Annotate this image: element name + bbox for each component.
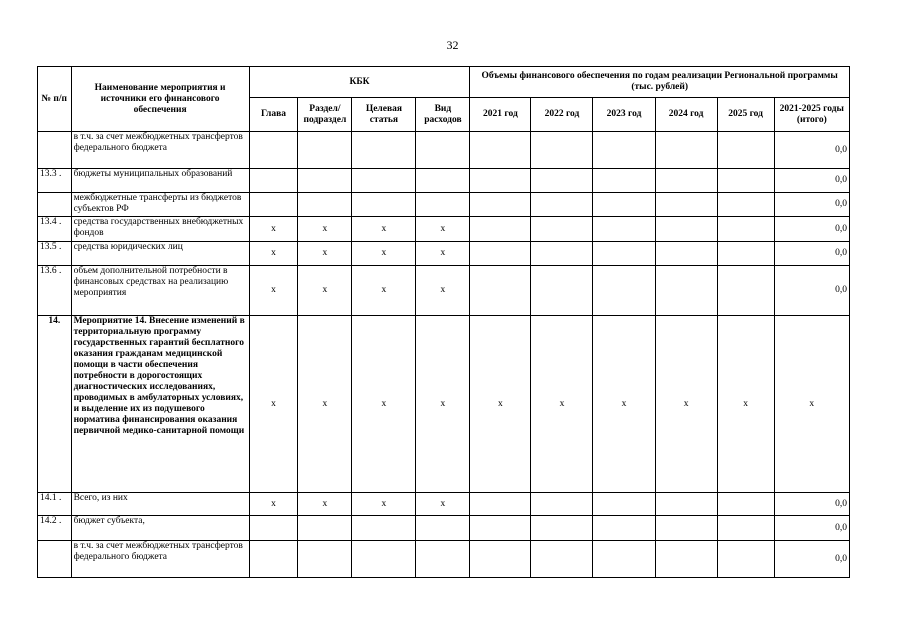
kbk-cell: x: [416, 266, 470, 316]
row-name: Всего, из них: [71, 493, 249, 516]
table-row: [38, 266, 850, 316]
row-number: [38, 541, 72, 578]
kbk-cell: x: [298, 266, 352, 316]
year-value-cell: 0,0: [774, 541, 849, 578]
year-value-cell: [470, 132, 531, 169]
year-value-cell: x: [655, 316, 717, 493]
header-volumes: Объемы финансового обеспечения по годам реализации Региональной программы (тыс. рублей): [470, 67, 850, 98]
kbk-cell: x: [298, 493, 352, 516]
row-number: 13.3 .: [38, 169, 72, 193]
row-name: в т.ч. за счет межбюджетных трансфертов федерального бюджета: [71, 541, 249, 578]
kbk-cell: [298, 516, 352, 541]
year-value-cell: [470, 516, 531, 541]
kbk-cell: x: [298, 242, 352, 266]
row-name: в т.ч. за счет межбюджетных трансфертов федерального бюджета: [71, 132, 249, 169]
kbk-cell: [352, 516, 416, 541]
row-name: межбюджетные трансферты из бюджетов субъектов РФ: [71, 193, 249, 217]
kbk-cell: x: [352, 316, 416, 493]
kbk-cell: x: [352, 493, 416, 516]
row-number: 13.5 .: [38, 242, 72, 266]
table-row: [38, 242, 850, 266]
row-number: 13.6 .: [38, 266, 72, 316]
year-value-cell: [655, 193, 717, 217]
kbk-cell: [298, 169, 352, 193]
table-row: [38, 132, 850, 169]
kbk-cell: x: [249, 242, 298, 266]
year-value-cell: [717, 242, 774, 266]
row-name: средства государственных внебюджетных фондов: [71, 217, 249, 242]
year-value-cell: 0,0: [774, 266, 849, 316]
year-value-cell: [655, 516, 717, 541]
year-value-cell: [717, 217, 774, 242]
year-value-cell: [531, 266, 593, 316]
kbk-cell: [249, 169, 298, 193]
year-value-cell: [717, 493, 774, 516]
year-value-cell: [531, 493, 593, 516]
year-value-cell: [717, 541, 774, 578]
table-row: [38, 316, 850, 493]
header-year: 2022 год: [531, 98, 593, 132]
kbk-cell: [416, 169, 470, 193]
year-value-cell: 0,0: [774, 516, 849, 541]
page-number: 32: [446, 38, 459, 52]
kbk-cell: [249, 193, 298, 217]
header-year: 2021-2025 годы (итого): [774, 98, 849, 132]
kbk-cell: [416, 193, 470, 217]
header-kbk-col: Целевая статья: [352, 98, 416, 132]
financing-table: [37, 66, 850, 578]
header-year: 2021 год: [470, 98, 531, 132]
year-value-cell: 0,0: [774, 132, 849, 169]
table-row: [38, 193, 850, 217]
year-value-cell: [593, 541, 655, 578]
year-value-cell: [717, 266, 774, 316]
year-value-cell: [655, 132, 717, 169]
year-value-cell: [655, 541, 717, 578]
year-value-cell: [593, 217, 655, 242]
year-value-cell: [531, 193, 593, 217]
year-value-cell: x: [470, 316, 531, 493]
year-value-cell: [717, 193, 774, 217]
year-value-cell: [655, 266, 717, 316]
year-value-cell: [593, 242, 655, 266]
kbk-cell: x: [249, 217, 298, 242]
kbk-cell: [298, 193, 352, 217]
kbk-cell: x: [352, 266, 416, 316]
kbk-cell: x: [416, 316, 470, 493]
year-value-cell: 0,0: [774, 193, 849, 217]
row-number: 13.4 .: [38, 217, 72, 242]
year-value-cell: [470, 193, 531, 217]
year-value-cell: x: [531, 316, 593, 493]
header-year: 2023 год: [593, 98, 655, 132]
year-value-cell: [717, 169, 774, 193]
year-value-cell: 0,0: [774, 242, 849, 266]
year-value-cell: [717, 516, 774, 541]
header-kbk-col: Вид расходов: [416, 98, 470, 132]
year-value-cell: [470, 242, 531, 266]
header-name: Наименование мероприятия и источники его финансового обеспечения: [71, 67, 249, 132]
row-name: объем дополнительной потребности в финансовых средствах на реализацию мероприятия: [71, 266, 249, 316]
header-kbk-col: Глава: [249, 98, 298, 132]
row-number: 14.1 .: [38, 493, 72, 516]
kbk-cell: x: [416, 493, 470, 516]
year-value-cell: 0,0: [774, 169, 849, 193]
kbk-cell: x: [298, 217, 352, 242]
year-value-cell: [470, 541, 531, 578]
year-value-cell: x: [593, 316, 655, 493]
table-row: [38, 169, 850, 193]
year-value-cell: [593, 266, 655, 316]
kbk-cell: x: [249, 316, 298, 493]
kbk-cell: x: [352, 242, 416, 266]
kbk-cell: [352, 541, 416, 578]
year-value-cell: [470, 266, 531, 316]
row-name: средства юридических лиц: [71, 242, 249, 266]
kbk-cell: x: [298, 316, 352, 493]
row-number: 14.: [38, 316, 72, 493]
header-num: № п/п: [38, 67, 72, 132]
kbk-cell: [416, 516, 470, 541]
row-number: [38, 132, 72, 169]
year-value-cell: [655, 169, 717, 193]
header-year: 2024 год: [655, 98, 717, 132]
kbk-cell: x: [416, 242, 470, 266]
kbk-cell: [352, 193, 416, 217]
kbk-cell: x: [416, 217, 470, 242]
year-value-cell: [531, 516, 593, 541]
kbk-cell: [298, 541, 352, 578]
year-value-cell: 0,0: [774, 493, 849, 516]
header-kbk-col: Раздел/ подраздел: [298, 98, 352, 132]
table-row: [38, 493, 850, 516]
year-value-cell: [531, 217, 593, 242]
kbk-cell: [249, 541, 298, 578]
year-value-cell: [531, 132, 593, 169]
row-name: Мероприятие 14. Внесение изменений в территориальную программу государственных гарантий бесплатного оказания гражданам медицинской помощи в части обеспечения потребности в дорогостоящих диагностических исследованиях, проводимых в амбулаторных условиях, и выделение их из подушевого норматива финансирования оказания первичной медико-санитарной помощи: [71, 316, 249, 493]
year-value-cell: [717, 132, 774, 169]
table-row: [38, 541, 850, 578]
table-row: [38, 516, 850, 541]
kbk-cell: [249, 516, 298, 541]
year-value-cell: [593, 193, 655, 217]
year-value-cell: [655, 242, 717, 266]
kbk-cell: x: [352, 217, 416, 242]
table-body: [38, 132, 850, 578]
year-value-cell: [531, 242, 593, 266]
year-value-cell: [470, 217, 531, 242]
year-value-cell: x: [717, 316, 774, 493]
year-value-cell: [655, 493, 717, 516]
kbk-cell: [416, 541, 470, 578]
year-value-cell: [470, 169, 531, 193]
year-value-cell: [593, 516, 655, 541]
header-kbk: КБК: [249, 67, 470, 98]
kbk-cell: x: [249, 266, 298, 316]
row-number: [38, 193, 72, 217]
header-year: 2025 год: [717, 98, 774, 132]
kbk-cell: [298, 132, 352, 169]
kbk-cell: x: [249, 493, 298, 516]
table-row: [38, 217, 850, 242]
year-value-cell: [593, 132, 655, 169]
year-value-cell: [470, 493, 531, 516]
year-value-cell: [655, 217, 717, 242]
year-value-cell: [531, 541, 593, 578]
row-number: 14.2 .: [38, 516, 72, 541]
year-value-cell: 0,0: [774, 217, 849, 242]
row-name: бюджет субъекта,: [71, 516, 249, 541]
kbk-cell: [352, 169, 416, 193]
kbk-cell: [416, 132, 470, 169]
year-value-cell: [593, 169, 655, 193]
kbk-cell: [249, 132, 298, 169]
row-name: бюджеты муниципальных образований: [71, 169, 249, 193]
kbk-cell: [352, 132, 416, 169]
year-value-cell: [593, 493, 655, 516]
year-value-cell: x: [774, 316, 849, 493]
year-value-cell: [531, 169, 593, 193]
